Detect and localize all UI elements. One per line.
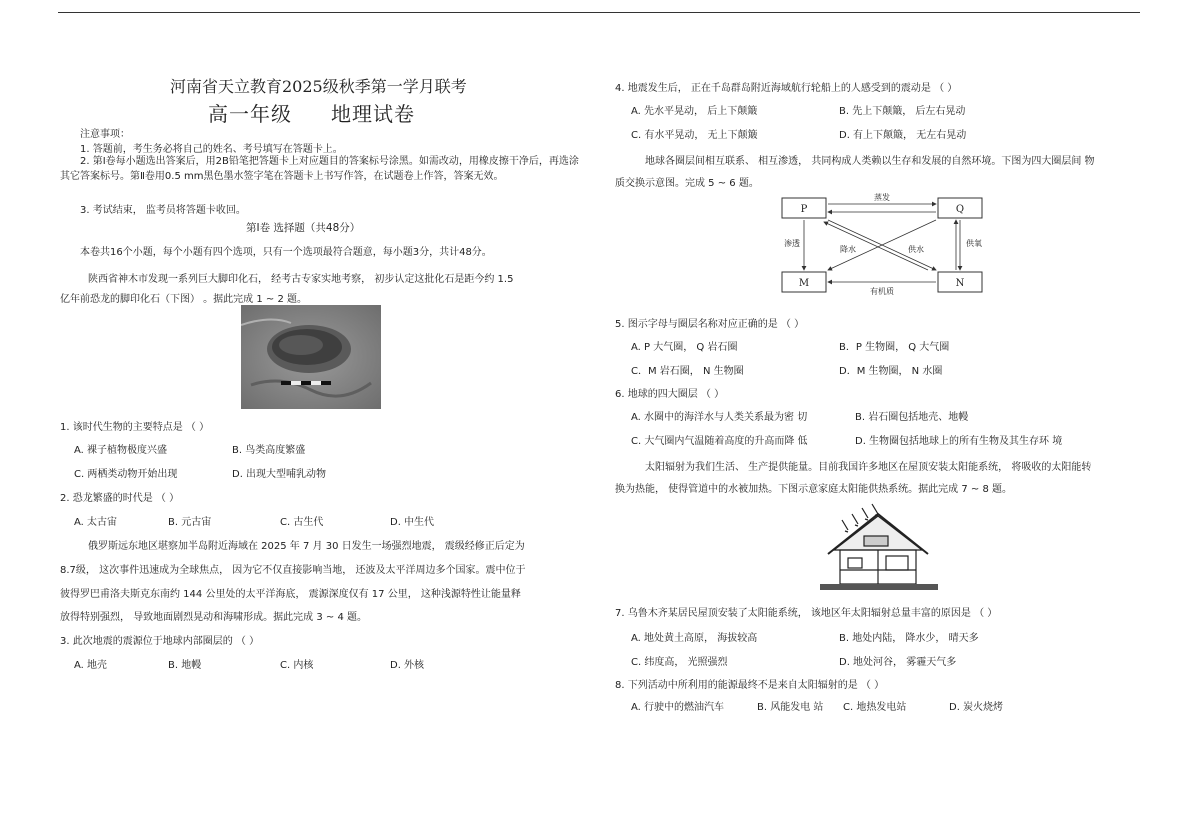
- q5-option-c: C．M 岩石圈， N 生物圈: [631, 366, 744, 377]
- passage4-line1: 太阳辐射为我们生活、 生产提供能量。目前我国许多地区在屋顶安装太阳能系统， 将吸收的太阳能转: [645, 462, 1092, 473]
- q7-stem: 7. 乌鲁木齐某居民屋顶安装了太阳能系统， 该地区年太阳辐射总量丰富的原因是 （ ）: [615, 608, 998, 619]
- q1-option-c: C. 两栖类动物开始出现: [74, 469, 178, 480]
- node-p-label: P: [800, 204, 808, 215]
- passage2-line4: 放得特别强烈， 导致地面剧烈晃动和海啸形成。据此完成 3 ~ 4 题。: [60, 612, 367, 623]
- q6-stem: 6. 地球的四大圈层 （ ）: [615, 389, 725, 400]
- q7-option-a: A. 地处黄土高原， 海拔较高: [631, 633, 758, 644]
- label-seepage: 渗透: [784, 239, 800, 248]
- section-intro: 本卷共16个小题，每个小题有四个选项，只有一个选项最符合题意，每小题3分，共计48分。: [80, 247, 492, 258]
- q8-option-b: B. 风能发电 站: [757, 702, 824, 713]
- passage1-line1: 陕西省神木市发现一系列巨大脚印化石， 经考古专家实地考察， 初步认定这批化石是距今约 1.5: [88, 274, 514, 285]
- label-water-supply: 供水: [908, 245, 924, 254]
- q7-option-b: B. 地处内陆， 降水少， 晴天多: [839, 633, 979, 644]
- q5-option-a: A. P 大气圈， Q 岩石圈: [631, 342, 738, 353]
- label-oxygen-supply: 供氧: [966, 239, 982, 248]
- q3-option-d: D. 外核: [390, 660, 425, 671]
- passage1-line2: 亿年前恐龙的脚印化石（下图） 。据此完成 1 ~ 2 题。: [60, 294, 307, 305]
- q4-stem: 4. 地震发生后， 正在千岛群岛附近海域航行轮船上的人感受到的震动是 （ ）: [615, 83, 958, 94]
- label-evaporation: 蒸发: [874, 193, 890, 202]
- q2-option-c: C. 古生代: [280, 517, 324, 528]
- node-q-label: Q: [955, 204, 965, 215]
- passage3-line1: 地球各圈层间相互联系、 相互渗透， 共同构成人类赖以生存和发展的自然环境。下图为四大圈层间 物: [645, 156, 1095, 167]
- q2-option-a: A. 太古宙: [74, 517, 118, 528]
- q3-option-c: C. 内核: [280, 660, 314, 671]
- q1-option-d: D. 出现大型哺乳动物: [232, 469, 327, 480]
- q7-option-d: D. 地处河谷， 雾霾天气多: [839, 657, 957, 668]
- q2-option-b: B. 元古宙: [168, 517, 212, 528]
- passage2-line3: 彼得罗巴甫洛夫斯克东南约 144 公里处的太平洋海底， 震源深度仅有 17 公里， 这种浅源特性让能量释: [60, 589, 521, 600]
- q8-option-c: C. 地热发电站: [843, 702, 907, 713]
- notice-item-3: 3. 考试结束， 监考员将答题卡收回。: [80, 205, 246, 216]
- grade-label: 高一年级: [208, 102, 292, 126]
- q2-option-d: D. 中生代: [390, 517, 435, 528]
- q8-option-d: D. 炭火烧烤: [949, 702, 1004, 713]
- q1-option-a: A. 裸子植物极度兴盛: [74, 445, 168, 456]
- sphere-exchange-diagram: [780, 190, 1010, 300]
- q7-option-c: C. 纬度高， 光照强烈: [631, 657, 728, 668]
- label-precipitation: 降水: [840, 245, 856, 254]
- q2-stem: 2. 恐龙繁盛的时代是 （ ）: [60, 493, 180, 504]
- subject-label: 地理试卷: [331, 102, 415, 126]
- q6-option-b: B. 岩石圈包括地壳、地幔: [855, 412, 969, 423]
- q8-option-a: A. 行驶中的燃油汽车: [631, 702, 725, 713]
- passage4-line2: 换为热能， 使得管道中的水被加热。下图示意家庭太阳能供热系统。据此完成 7 ~ 8 题。: [615, 484, 1012, 495]
- notice-item-1: 1. 答题前，考生务必将自己的姓名、考号填写在答题卡上。: [80, 144, 343, 155]
- solar-house-illustration: [820, 500, 938, 594]
- top-rule: [58, 12, 1140, 13]
- q6-option-a: A. 水圈中的海洋水与人类关系最为密 切: [631, 412, 808, 423]
- q6-option-d: D. 生物圈包括地球上的所有生物及其生存环 境: [855, 436, 1063, 447]
- q1-option-b: B. 鸟类高度繁盛: [232, 445, 306, 456]
- node-n-label: N: [955, 278, 965, 289]
- node-m-label: M: [798, 278, 810, 289]
- q8-stem: 8. 下列活动中所利用的能源最终不是来自太阳辐射的是 （ ）: [615, 680, 885, 691]
- q5-option-d: D．M 生物圈， N 水圈: [839, 366, 943, 377]
- q4-option-b: B. 先上下颠簸， 后左右晃动: [839, 106, 966, 117]
- passage2-line2: 8.7级， 这次事件迅速成为全球焦点， 因为它不仅直接影响当地， 还波及太平洋周边多个国家。震中位于: [60, 565, 526, 576]
- q1-stem: 1. 该时代生物的主要特点是 （ ）: [60, 422, 210, 433]
- q3-option-a: A. 地壳: [74, 660, 108, 671]
- notice-heading: 注意事项：: [80, 129, 130, 140]
- q4-option-c: C. 有水平晃动， 无上下颠簸: [631, 130, 758, 141]
- label-organic-matter: 有机质: [870, 287, 894, 296]
- q5-option-b: B．P 生物圈， Q 大气圈: [839, 342, 950, 353]
- passage2-line1: 俄罗斯远东地区堪察加半岛附近海域在 2025 年 7 月 30 日发生一场强烈地震， 震级经修正后定为: [88, 541, 525, 552]
- q6-option-c: C. 大气圈内气温随着高度的升高而降 低: [631, 436, 808, 447]
- q5-stem: 5. 图示字母与圈层名称对应正确的是 （ ）: [615, 319, 805, 330]
- q3-stem: 3. 此次地震的震源位于地球内部圈层的 （ ）: [60, 636, 260, 647]
- q4-option-a: A. 先水平晃动， 后上下颠簸: [631, 106, 758, 117]
- q3-option-b: B. 地幔: [168, 660, 202, 671]
- q4-option-d: D. 有上下颠簸， 无左右晃动: [839, 130, 967, 141]
- exam-title: 河南省天立教育2025级秋季第一学月联考: [170, 77, 467, 96]
- notice-item-2: 2. 第Ⅰ卷每小题选出答案后，用2B铅笔把答题卡上对应题目的答案标号涂黑。如需改动，用橡皮擦干净后，再选涂其它答案标号。第Ⅱ卷用0.5 mm黑色墨水签字笔在答题卡上书写作答，在试题卷上作答，答案无效。: [60, 156, 579, 182]
- section-heading: 第Ⅰ卷 选择题（共48分）: [246, 222, 361, 234]
- dinosaur-footprint-photo: [241, 305, 381, 409]
- passage3-line2: 质交换示意图。完成 5 ~ 6 题。: [615, 178, 759, 189]
